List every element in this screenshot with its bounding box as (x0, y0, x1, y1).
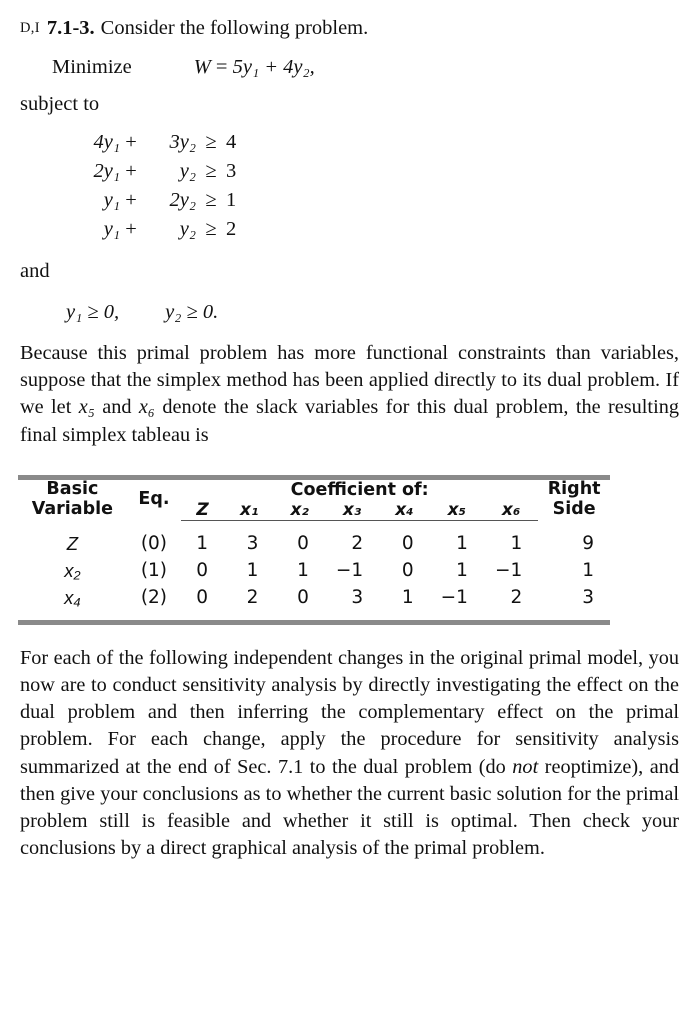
cell-x1: 2 (246, 586, 259, 608)
constraint-row (58, 215, 679, 244)
cell-x4: 1 (401, 586, 414, 608)
objective-equals: = (215, 55, 228, 78)
table-bottom-rule (18, 620, 610, 625)
constraint-relation: ≥ (205, 159, 217, 182)
constraint-row (58, 128, 679, 157)
constraint-relation: ≥ (205, 188, 217, 211)
table-row (18, 557, 610, 584)
cell-basic-variable: x₄ (64, 586, 81, 608)
constraint-operator: + (125, 188, 137, 211)
objective-terms: 5y₁ + 4y₂, (232, 55, 315, 78)
header-eq (127, 480, 181, 521)
header-eq-label: Eq. (138, 489, 170, 510)
header-basic-line1: Basic (46, 479, 99, 500)
constraint-relation: ≥ (205, 130, 217, 153)
cell-eq: (1) (140, 559, 168, 581)
constraint-term-a: 2y₁ (93, 159, 120, 182)
header-col-z: Z (181, 500, 224, 521)
table-row (18, 520, 610, 557)
cell-right-side: 1 (582, 559, 594, 581)
header-right-side (538, 480, 610, 521)
nonnegativity-first: y₁ ≥ 0, (66, 301, 120, 324)
simplex-tableau-container (18, 475, 679, 625)
cell-x2: 0 (297, 586, 309, 608)
problem-number: 7.1-3. (46, 17, 95, 39)
problem-statement: Consider the following problem. (100, 17, 369, 39)
header-right-line1: Right (547, 479, 601, 500)
table-header-row-1 (18, 480, 610, 500)
paragraph-before-table: Because this primal problem has more functional constraints than variables, suppose that the simplex method has been applied directly to its dual problem. If we let x₅ and x₆ denote the slack variables for this dual problem, the resulting final simplex tableau is (20, 342, 679, 446)
constraint-operator: + (125, 217, 137, 240)
constraint-term-b: y₂ (179, 217, 196, 240)
header-coefficient-of-label: Coefficient of: (290, 479, 429, 500)
header-col-x4: x₄ (379, 500, 429, 521)
subject-to-label: subject to (20, 92, 100, 115)
cell-x3: 3 (351, 586, 364, 608)
header-col-x3: x₃ (325, 500, 379, 521)
cell-x4: 0 (401, 559, 414, 581)
constraint-operator: + (125, 130, 137, 153)
cell-x3: 2 (351, 532, 364, 554)
cell-right-side: 3 (582, 586, 594, 608)
cell-eq: (2) (140, 586, 168, 608)
cell-x2: 0 (297, 532, 309, 554)
nonnegativity-line (18, 301, 679, 324)
constraint-operator: + (125, 159, 137, 182)
cell-x5: 1 (456, 559, 468, 581)
cell-x6: −1 (494, 559, 523, 581)
problem-heading (20, 16, 679, 42)
header-right-line2: Side (552, 499, 596, 520)
cell-x1: 1 (246, 559, 259, 581)
constraint-term-b: y₂ (179, 159, 196, 182)
header-basic-line2: Variable (31, 499, 114, 520)
problem-tag: D,I (20, 19, 40, 36)
constraint-list (18, 128, 679, 244)
constraint-rhs: 4 (226, 130, 237, 153)
constraint-term-b: 3y₂ (169, 130, 196, 153)
objective-keyword: Minimize (52, 55, 132, 78)
header-col-x2: x₂ (274, 500, 324, 521)
cell-x4: 0 (401, 532, 414, 554)
constraint-rhs: 1 (226, 188, 237, 211)
cell-x5: 1 (456, 532, 468, 554)
cell-x3: −1 (335, 559, 364, 581)
objective-variable: W (193, 55, 211, 78)
constraint-relation: ≥ (205, 217, 217, 240)
paragraph-after-table: For each of the following independent changes in the original primal model, you now are to conduct sensitivity analysis by directly investigating the effect on the dual problem and then inferring the complementary effect on the primal problem. For each change, apply the procedure for sensitivity analysis summarized at the end of Sec. 7.1 to the dual problem (do not reoptimize), and then give your conclusions as to whether the current basic solution for the primal problem still is feasible and whether it still is optimal. Then check your conclusions by a direct graphical analysis of the primal problem. (20, 646, 679, 860)
objective-expression (194, 56, 315, 79)
header-basic-variable (18, 480, 127, 521)
constraint-term-a: y₁ (103, 188, 120, 211)
cell-right-side: 9 (582, 532, 594, 554)
table-row (18, 584, 610, 620)
cell-x6: 2 (510, 586, 523, 608)
cell-x2: 1 (297, 559, 309, 581)
constraint-term-a: 4y₁ (93, 130, 120, 153)
cell-x6: 1 (510, 532, 523, 554)
constraint-rhs: 3 (226, 159, 237, 182)
constraint-rhs: 2 (226, 217, 237, 240)
cell-z: 0 (196, 586, 208, 608)
and-label: and (20, 260, 50, 283)
cell-basic-variable: x₂ (64, 559, 81, 581)
constraint-row (58, 186, 679, 215)
objective-line (18, 56, 679, 79)
nonnegativity-second: y₂ ≥ 0. (165, 301, 219, 324)
header-col-x6: x₆ (484, 500, 538, 521)
cell-x5: −1 (440, 586, 468, 608)
cell-x1: 3 (246, 532, 259, 554)
header-col-x1: x₁ (224, 500, 274, 521)
header-coefficient-of (181, 480, 538, 500)
simplex-tableau (18, 475, 610, 625)
cell-eq: (0) (140, 532, 168, 554)
cell-z: 0 (196, 559, 208, 581)
cell-z: 1 (196, 532, 208, 554)
cell-basic-variable: Z (66, 532, 79, 554)
constraint-term-b: 2y₂ (169, 188, 196, 211)
constraint-row (58, 157, 679, 186)
header-col-x5: x₅ (430, 500, 484, 521)
constraint-term-a: y₁ (103, 217, 120, 240)
